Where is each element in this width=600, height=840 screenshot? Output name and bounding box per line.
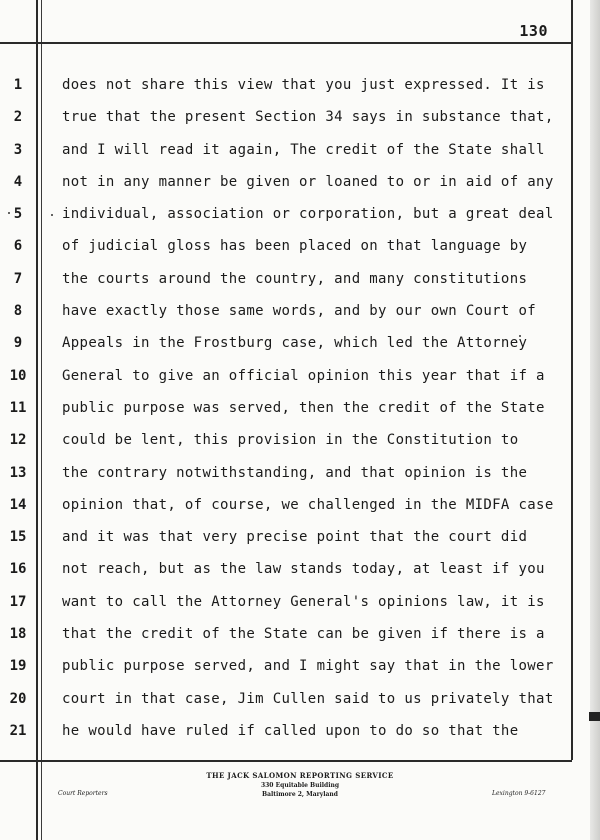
- line-number: 4: [13, 173, 23, 190]
- footer-address-line1: 330 Equitable Building: [260, 782, 340, 789]
- line-text: and it was that very precise point that the court did: [62, 529, 528, 546]
- line-number: 8: [13, 303, 23, 320]
- transcript-line: [0, 77, 572, 109]
- transcript-line: [0, 626, 572, 658]
- transcript-line: [0, 400, 572, 432]
- line-number: 14: [9, 496, 27, 513]
- transcript-line: [0, 561, 572, 593]
- line-text: he would have ruled if called upon to do so that the: [62, 722, 519, 739]
- transcript-line: [0, 109, 572, 141]
- line-number: 11: [9, 399, 27, 416]
- footer-address-line2: Baltimore 2, Maryland: [262, 791, 338, 798]
- transcript-lines: [0, 77, 572, 755]
- line-number: 12: [9, 432, 27, 449]
- transcript-line: [0, 594, 572, 626]
- footer-left-label: Court Reporters: [58, 790, 108, 797]
- header-rule: [0, 42, 572, 44]
- transcript-line: [0, 529, 572, 561]
- transcript-line: [0, 432, 572, 464]
- transcript-line: [0, 303, 572, 335]
- line-text: General to give an official opinion this year that if a: [62, 367, 545, 384]
- transcript-line: [0, 723, 572, 755]
- page-edge-mark: [589, 712, 600, 721]
- footer-service-name: THE JACK SALOMON REPORTING SERVICE: [206, 771, 394, 780]
- page-number: 130: [519, 22, 548, 40]
- line-number: 16: [9, 561, 27, 578]
- footer-right-label: Lexington 9-6127: [492, 790, 546, 797]
- line-number: 6: [13, 238, 23, 255]
- line-number: 7: [13, 270, 23, 287]
- line-number: 20: [9, 690, 27, 707]
- line-text: court in that case, Jim Cullen said to us privately that: [62, 690, 554, 707]
- line-text: have exactly those same words, and by our own Court of: [62, 303, 537, 320]
- line-number: 3: [13, 141, 23, 158]
- line-number: 10: [9, 367, 27, 384]
- line-number: 21: [9, 722, 27, 739]
- line-number: 13: [9, 464, 27, 481]
- line-text: Appeals in the Frostburg case, which led the Attorney: [62, 335, 528, 352]
- line-text: that the credit of the State can be given if there is a: [62, 626, 545, 643]
- line-text: of judicial gloss has been placed on that language by: [62, 238, 528, 255]
- line-text: public purpose served, and I might say that in the lower: [62, 658, 554, 675]
- transcript-line: [0, 206, 572, 238]
- transcript-line: [0, 658, 572, 690]
- transcript-line: [0, 174, 572, 206]
- line-number: 5: [13, 206, 23, 223]
- transcript-line: [0, 691, 572, 723]
- transcript-line: [0, 465, 572, 497]
- transcript-line: [0, 497, 572, 529]
- line-text: does not share this view that you just expressed. It is: [62, 77, 545, 93]
- transcript-line: [0, 238, 572, 270]
- line-text: the courts around the country, and many constitutions: [62, 270, 528, 287]
- line-text: individual, association or corporation, but a great deal: [62, 206, 554, 223]
- transcript-line: [0, 368, 572, 400]
- line-number: 1: [13, 77, 23, 93]
- line-number: 17: [9, 593, 27, 610]
- line-text: not in any manner be given or loaned to or in aid of any: [62, 173, 554, 190]
- line-text: true that the present Section 34 says in substance that,: [62, 109, 554, 126]
- line-number: 9: [13, 335, 23, 352]
- line-text: want to call the Attorney General's opinions law, it is: [62, 593, 545, 610]
- line-number: 18: [9, 626, 27, 643]
- transcript-line: [0, 335, 572, 367]
- line-number: 19: [9, 658, 27, 675]
- line-number: 15: [9, 529, 27, 546]
- line-number: 2: [13, 109, 23, 126]
- line-text: could be lent, this provision in the Constitution to: [62, 432, 519, 449]
- line-text: the contrary notwithstanding, and that opinion is the: [62, 464, 528, 481]
- transcript-line: [0, 271, 572, 303]
- line-text: opinion that, of course, we challenged in the MIDFA case: [62, 496, 554, 513]
- footer-rule: [0, 760, 572, 762]
- line-text: and I will read it again, The credit of the State shall: [62, 141, 545, 158]
- transcript-line: [0, 142, 572, 174]
- line-text: not reach, but as the law stands today, at least if you: [62, 561, 545, 578]
- line-text: public purpose was served, then the credit of the State: [62, 399, 545, 416]
